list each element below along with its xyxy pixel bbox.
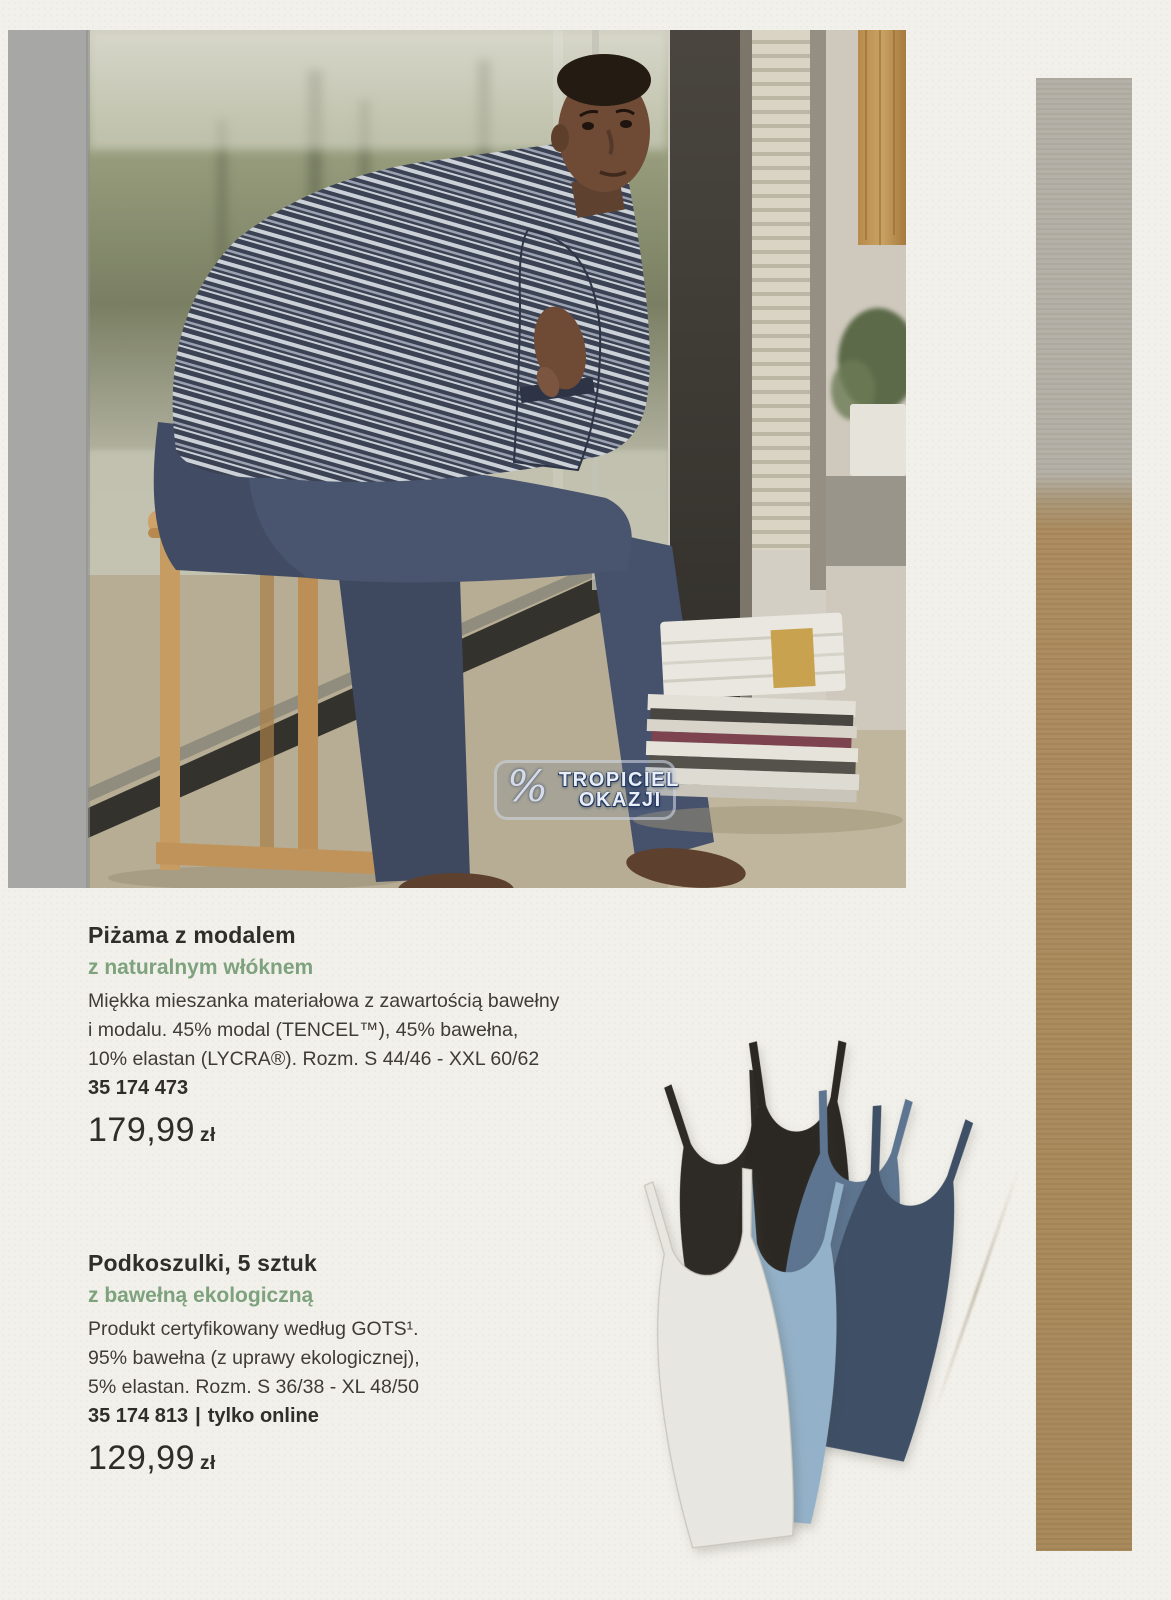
price-currency: zł bbox=[200, 1453, 216, 1474]
description-line: Produkt certyfikowany według GOTS¹. bbox=[88, 1318, 419, 1340]
product-pajama bbox=[88, 922, 663, 1150]
availability-badge: tylko online bbox=[207, 1405, 319, 1427]
product-title: Podkoszulki, 5 sztuk bbox=[88, 1250, 317, 1276]
watermark-text bbox=[559, 770, 680, 811]
price-amount: 129,99 bbox=[88, 1439, 195, 1477]
price-amount: 179,99 bbox=[88, 1111, 195, 1149]
product-description bbox=[88, 987, 663, 1074]
photo-scene bbox=[8, 30, 906, 888]
product-title: Piżama z modalem bbox=[88, 922, 296, 948]
product-subtitle: z naturalnym włóknem bbox=[88, 956, 314, 979]
tank-tops-image bbox=[595, 1018, 1025, 1566]
article-number: 35 174 473 bbox=[88, 1077, 189, 1099]
photo-left-gray-strip bbox=[8, 30, 88, 888]
description-line: 95% bawełna (z uprawy ekologicznej), bbox=[88, 1347, 420, 1369]
price-currency: zł bbox=[200, 1125, 216, 1146]
product-description bbox=[88, 1315, 663, 1402]
description-line: Miękka mieszanka materiałowa z zawartością bawełny bbox=[88, 990, 560, 1012]
separator: | bbox=[195, 1405, 201, 1427]
percent-icon: % bbox=[507, 761, 548, 812]
pajama-photo bbox=[8, 30, 906, 888]
product-price bbox=[88, 1111, 663, 1150]
watermark-badge bbox=[494, 760, 680, 820]
description-line: 5% elastan. Rozm. S 36/38 - XL 48/50 bbox=[88, 1376, 419, 1398]
product-tank-tops bbox=[88, 1250, 663, 1478]
article-number-row bbox=[88, 1405, 663, 1428]
product-price bbox=[88, 1439, 663, 1478]
product-subtitle: z bawełną ekologiczną bbox=[88, 1284, 314, 1307]
article-number: 35 174 813 bbox=[88, 1405, 189, 1427]
tank-tops-scene bbox=[595, 1018, 1025, 1566]
description-line: 10% elastan (LYCRA®). Rozm. S 44/46 - XXL 60/62 bbox=[88, 1048, 540, 1070]
page-edge-strip bbox=[1036, 78, 1132, 1551]
watermark-line-2: OKAZJI bbox=[578, 789, 662, 811]
description-line: i modalu. 45% modal (TENCEL™), 45% bawełna, bbox=[88, 1019, 519, 1041]
watermark-line-1: TROPICIEL bbox=[558, 768, 680, 791]
